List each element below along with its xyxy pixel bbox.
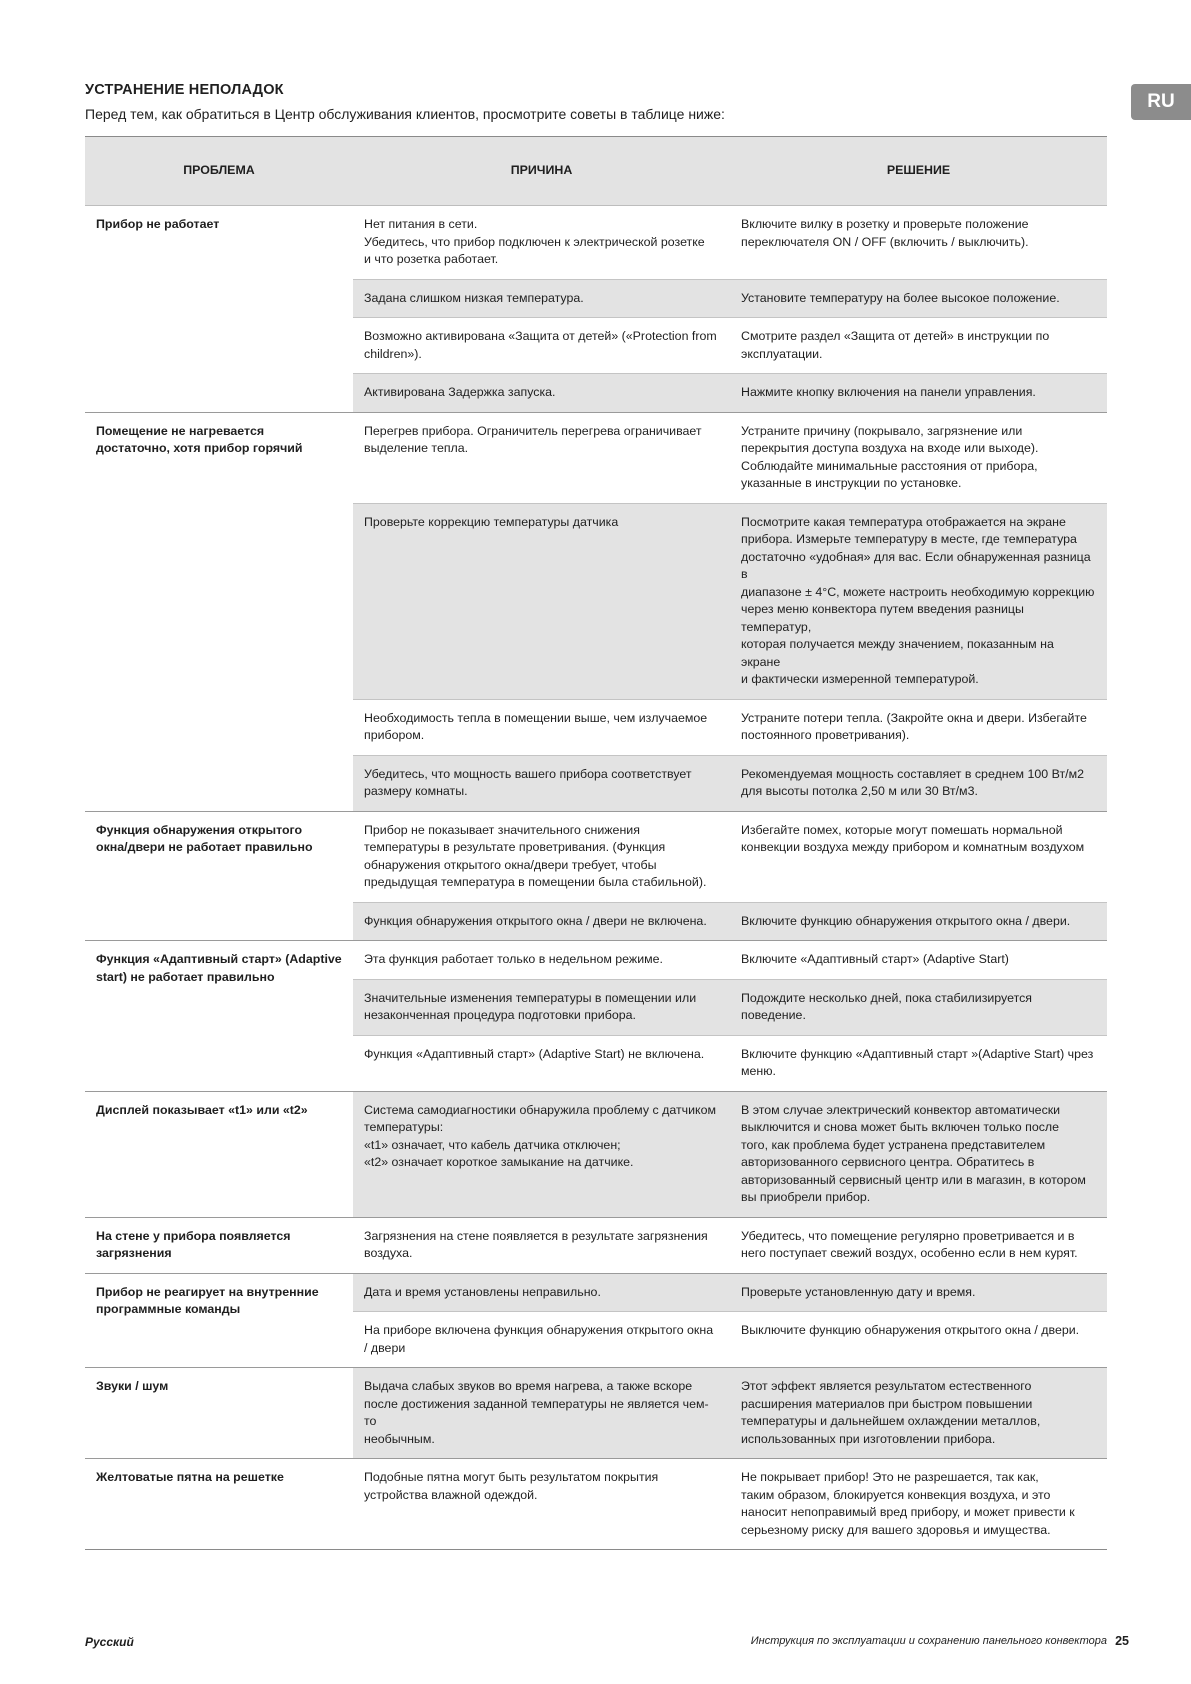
table-row	[85, 1217, 1107, 1273]
header-problem: ПРОБЛЕМА	[85, 137, 353, 206]
intro-text: Перед тем, как обратиться в Центр обслуживания клиентов, просмотрите советы в таблице ниже:	[85, 106, 725, 122]
table-row	[85, 412, 1107, 503]
cause-cell: Перегрев прибора. Ограничитель перегрева ограничивает выделение тепла.	[353, 412, 730, 503]
table-row	[85, 1273, 1107, 1312]
solution-cell: Рекомендуемая мощность составляет в среднем 100 Вт/м2 для высоты потолка 2,50 м или 30 Вт/м3.	[730, 755, 1107, 811]
solution-cell: Устраните потери тепла. (Закройте окна и двери. Избегайте постоянного проветривания).	[730, 699, 1107, 755]
solution-cell: Нажмите кнопку включения на панели управления.	[730, 374, 1107, 413]
solution-cell: Убедитесь, что помещение регулярно проветривается и в него поступает свежий воздух, особенно если в нем курят.	[730, 1217, 1107, 1273]
cause-cell: Загрязнения на стене появляется в результате загрязнения воздуха.	[353, 1217, 730, 1273]
table-body	[85, 206, 1107, 1550]
problem-cell: Звуки / шум	[85, 1368, 353, 1459]
solution-cell: Установите температуру на более высокое положение.	[730, 279, 1107, 318]
problem-cell: Желтоватые пятна на решетке	[85, 1459, 353, 1550]
table-row	[85, 1459, 1107, 1550]
problem-cell: Помещение не нагревается достаточно, хотя прибор горячий	[85, 412, 353, 811]
cause-cell: Убедитесь, что мощность вашего прибора соответствует размеру комнаты.	[353, 755, 730, 811]
language-badge: RU	[1131, 84, 1191, 120]
solution-cell: Включите «Адаптивный старт» (Adaptive Start)	[730, 941, 1107, 980]
cause-cell: Система самодиагностики обнаружила проблему с датчиком температуры: «t1» означает, что кабель датчика отключен; «t2» означает короткое замыкание на датчике.	[353, 1091, 730, 1217]
cause-cell: Функция «Адаптивный старт» (Adaptive Start) не включена.	[353, 1035, 730, 1091]
problem-cell: Прибор не работает	[85, 206, 353, 413]
table-row	[85, 1368, 1107, 1459]
cause-cell: Функция обнаружения открытого окна / двери не включена.	[353, 902, 730, 941]
solution-cell: Устраните причину (покрывало, загрязнение или перекрытия доступа воздуха на входе или выходе). Соблюдайте минимальные расстояния от прибора, указанные в инструкции по установке.	[730, 412, 1107, 503]
problem-cell: Функция «Адаптивный старт» (Adaptive start) не работает правильно	[85, 941, 353, 1092]
table-row	[85, 206, 1107, 280]
cause-cell: Проверьте коррекцию температуры датчика	[353, 503, 730, 699]
table-row	[85, 1091, 1107, 1217]
solution-cell: Включите функцию «Адаптивный старт »(Adaptive Start) чрез меню.	[730, 1035, 1107, 1091]
page-number: 25	[1115, 1634, 1129, 1648]
solution-cell: Посмотрите какая температура отображается на экране прибора. Измерьте температуру в месте, где температура достаточно «удобная» для вас. Если обнаруженная разница в диапазоне ± 4°C, можете настроить необходимую коррекцию через меню конвектора путем введения разницы температур, которая получается между значением, показанным на экране и фактически измеренной температурой.	[730, 503, 1107, 699]
cause-cell: Возможно активирована «Защита от детей» («Protection from children»).	[353, 318, 730, 374]
solution-cell: Включите вилку в розетку и проверьте положение переключателя ON / OFF (включить / выключить).	[730, 206, 1107, 280]
solution-cell: Подождите несколько дней, пока стабилизируется поведение.	[730, 979, 1107, 1035]
cause-cell: Активирована Задержка запуска.	[353, 374, 730, 413]
cause-cell: Выдача слабых звуков во время нагрева, а также вскоре после достижения заданной температуры не является чем-то необычным.	[353, 1368, 730, 1459]
cause-cell: Подобные пятна могут быть результатом покрытия устройства влажной одеждой.	[353, 1459, 730, 1550]
cause-cell: Эта функция работает только в недельном режиме.	[353, 941, 730, 980]
solution-cell: Выключите функцию обнаружения открытого окна / двери.	[730, 1312, 1107, 1368]
cause-cell: Задана слишком низкая температура.	[353, 279, 730, 318]
solution-cell: Включите функцию обнаружения открытого окна / двери.	[730, 902, 1107, 941]
solution-cell: Смотрите раздел «Защита от детей» в инструкции по эксплуатации.	[730, 318, 1107, 374]
solution-cell: Избегайте помех, которые могут помешать нормальной конвекции воздуха между прибором и комнатным воздухом	[730, 811, 1107, 902]
table-row	[85, 941, 1107, 980]
solution-cell: Проверьте установленную дату и время.	[730, 1273, 1107, 1312]
problem-cell: Прибор не реагирует на внутренние программные команды	[85, 1273, 353, 1368]
problem-cell: На стене у прибора появляется загрязнения	[85, 1217, 353, 1273]
cause-cell: Значительные изменения температуры в помещении или незаконченная процедура подготовки прибора.	[353, 979, 730, 1035]
header-solution: РЕШЕНИЕ	[730, 137, 1107, 206]
problem-cell: Дисплей показывает «t1» или «t2»	[85, 1091, 353, 1217]
table-header-row	[85, 137, 1107, 206]
troubleshooting-table	[85, 136, 1107, 1550]
solution-cell: В этом случае электрический конвектор автоматически выключится и снова может быть включен только после того, как проблема будет устранена представителем авторизованного сервисного центра. Обратитесь в авторизованный сервисный центр или в магазин, в котором вы приобрели прибор.	[730, 1091, 1107, 1217]
problem-cell: Функция обнаружения открытого окна/двери не работает правильно	[85, 811, 353, 941]
cause-cell: Нет питания в сети. Убедитесь, что прибор подключен к электрической розетке и что розетка работает.	[353, 206, 730, 280]
table-row	[85, 811, 1107, 902]
cause-cell: Дата и время установлены неправильно.	[353, 1273, 730, 1312]
solution-cell: Этот эффект является результатом естественного расширения материалов при быстром повышении температуры и дальнейшем охлаждении металлов, использованных при изготовлении прибора.	[730, 1368, 1107, 1459]
section-title: УСТРАНЕНИЕ НЕПОЛАДОК	[85, 82, 284, 98]
cause-cell: Необходимость тепла в помещении выше, чем излучаемое прибором.	[353, 699, 730, 755]
footer-manual-title: Инструкция по эксплуатации и сохранению панельного конвектора	[750, 1635, 1107, 1647]
footer-language: Русский	[85, 1635, 134, 1649]
header-cause: ПРИЧИНА	[353, 137, 730, 206]
solution-cell: Не покрывает прибор! Это не разрешается, так как, таким образом, блокируется конвекция воздуха, и это наносит непоправимый вред прибору, и может привести к серьезному риску для вашего здоровья и имущества.	[730, 1459, 1107, 1550]
cause-cell: На приборе включена функция обнаружения открытого окна / двери	[353, 1312, 730, 1368]
cause-cell: Прибор не показывает значительного снижения температуры в результате проветривания. (Функция обнаружения открытого окна/двери требует, чтобы предыдущая температура в помещении была стабильной).	[353, 811, 730, 902]
